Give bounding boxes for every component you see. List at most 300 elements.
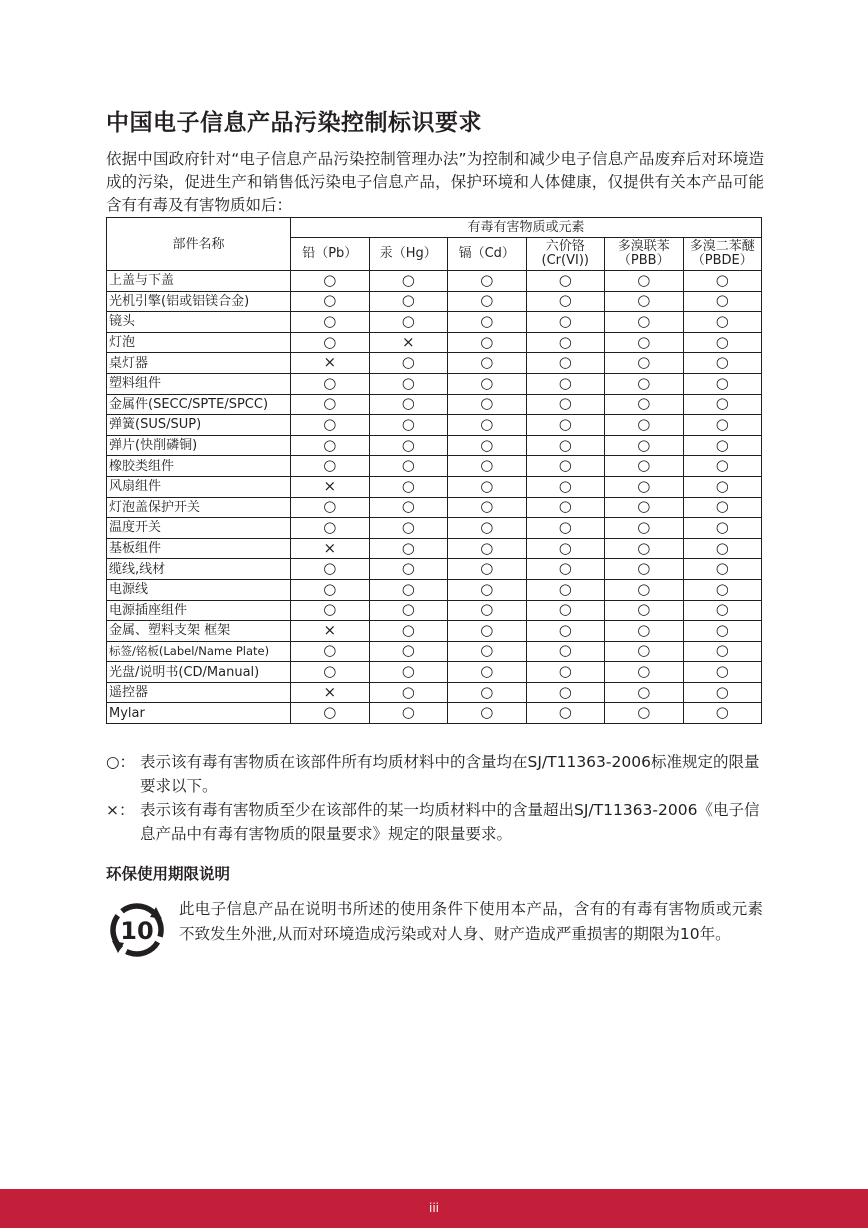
within-limit-mark: ○ [637, 600, 651, 619]
within-limit-mark: ○ [401, 682, 415, 701]
within-limit-mark: ○ [401, 600, 415, 619]
within-limit-mark: ○ [715, 497, 729, 516]
within-limit-mark: ○ [637, 497, 651, 516]
substance-header: 六价铬 (Cr(VI)) [526, 238, 605, 271]
within-limit-mark: ○ [637, 435, 651, 454]
part-name-cell: 遥控器 [107, 682, 291, 703]
substance-mark-cell [369, 497, 448, 518]
substance-mark-cell [605, 641, 684, 662]
within-limit-mark: ○ [480, 579, 494, 598]
within-limit-mark: ○ [715, 538, 729, 557]
table-row [107, 538, 762, 559]
substance-mark-cell [605, 291, 684, 312]
within-limit-mark: ○ [558, 456, 572, 475]
within-limit-mark: ○ [480, 662, 494, 681]
within-limit-mark: ○ [558, 703, 572, 722]
part-name-cell: 电源线 [107, 579, 291, 600]
within-limit-mark: ○ [715, 641, 729, 660]
within-limit-mark: ○ [558, 579, 572, 598]
table-row [107, 456, 762, 477]
intro-paragraph: 依据中国政府针对“电子信息产品污染控制管理办法”为控制和减少电子信息产品废弃后对环境造成的污染，促进生产和销售低污染电子信息产品，保护环境和人体健康，仅提供有关本产品可能含有有毒及有害物质如后： [106, 150, 764, 214]
substance-mark-cell [369, 703, 448, 724]
substance-mark-cell [448, 538, 527, 559]
within-limit-mark: ○ [480, 641, 494, 660]
substance-mark-cell [683, 641, 762, 662]
within-limit-mark: ○ [401, 476, 415, 495]
part-name-cell: 上盖与下盖 [107, 271, 291, 292]
substance-mark-cell [291, 435, 370, 456]
within-limit-mark: ○ [558, 620, 572, 639]
substance-mark-cell [448, 271, 527, 292]
within-limit-mark: ○ [637, 538, 651, 557]
within-limit-mark: ○ [401, 538, 415, 557]
substance-mark-cell [369, 600, 448, 621]
table-row [107, 291, 762, 312]
substance-mark-cell [526, 332, 605, 353]
substance-mark-cell [448, 394, 527, 415]
substance-mark-cell [605, 662, 684, 683]
substance-header: 镉（Cd） [448, 238, 527, 271]
within-limit-mark: ○ [637, 373, 651, 392]
substance-mark-cell [526, 579, 605, 600]
within-limit-mark: ○ [480, 435, 494, 454]
within-limit-mark: ○ [480, 497, 494, 516]
substance-mark-cell [448, 291, 527, 312]
substance-mark-cell [369, 662, 448, 683]
hazardous-substances-table [106, 217, 762, 724]
substance-mark-cell [683, 271, 762, 292]
substance-mark-cell [448, 621, 527, 642]
part-name-cell: 灯泡盖保护开关 [107, 497, 291, 518]
table-row [107, 600, 762, 621]
substance-mark-cell [526, 271, 605, 292]
substance-mark-cell [448, 456, 527, 477]
substance-header: 汞（Hg） [369, 238, 448, 271]
substance-mark-cell [683, 291, 762, 312]
exceeds-limit-mark: × [323, 620, 337, 639]
substance-mark-cell [369, 476, 448, 497]
within-limit-mark: ○ [715, 682, 729, 701]
substance-mark-cell [448, 353, 527, 374]
table-row [107, 559, 762, 580]
substance-mark-cell [526, 538, 605, 559]
within-limit-mark: ○ [323, 600, 337, 619]
part-name-cell: 光盘/说明书(CD/Manual) [107, 662, 291, 683]
epup-10-year-icon [104, 897, 170, 963]
within-limit-mark: ○ [480, 332, 494, 351]
within-limit-mark: ○ [637, 414, 651, 433]
substance-mark-cell [291, 271, 370, 292]
within-limit-mark: ○ [323, 456, 337, 475]
table-row [107, 682, 762, 703]
within-limit-mark: ○ [715, 414, 729, 433]
within-limit-mark: ○ [637, 579, 651, 598]
within-limit-mark: ○ [401, 579, 415, 598]
within-limit-mark: ○ [558, 538, 572, 557]
within-limit-mark: ○ [480, 517, 494, 536]
table-row [107, 621, 762, 642]
part-name-cell: 金属件(SECC/SPTE/SPCC) [107, 394, 291, 415]
substance-mark-cell [526, 476, 605, 497]
substance-mark-cell [291, 703, 370, 724]
table-row [107, 415, 762, 436]
substance-mark-cell [291, 415, 370, 436]
substance-mark-cell [448, 312, 527, 333]
within-limit-mark: ○ [401, 435, 415, 454]
part-name-cell: 光机引擎(铝或铝镁合金) [107, 291, 291, 312]
part-name-cell: 橡胶类组件 [107, 456, 291, 477]
substance-group-header: 有毒有害物质或元素 [291, 218, 762, 238]
substance-mark-cell [291, 600, 370, 621]
substance-mark-cell [526, 394, 605, 415]
within-limit-mark: ○ [323, 703, 337, 722]
within-limit-mark: ○ [637, 641, 651, 660]
note-text: 表示该有毒有害物质至少在该部件的某一均质材料中的含量超出SJ/T11363-2006《电子信息产品中有毒有害物质的限量要求》规定的限量要求。 [140, 801, 760, 843]
substance-mark-cell [605, 682, 684, 703]
within-limit-mark: ○ [401, 559, 415, 578]
substance-mark-cell [448, 435, 527, 456]
note-text: 表示该有毒有害物质在该部件所有均质材料中的含量均在SJ/T11363-2006标准规定的限量要求以下。 [140, 753, 760, 795]
substance-mark-cell [683, 332, 762, 353]
within-limit-mark: ○ [401, 414, 415, 433]
epup-heading: 环保使用期限说明 [106, 865, 231, 883]
within-limit-mark: ○ [637, 291, 651, 310]
within-limit-mark: ○ [715, 559, 729, 578]
part-name-cell: 标签/铭板(Label/Name Plate) [107, 641, 291, 662]
within-limit-mark: ○ [323, 517, 337, 536]
within-limit-mark: ○ [715, 476, 729, 495]
within-limit-mark: ○ [480, 476, 494, 495]
note-circle [106, 750, 766, 798]
exceeds-limit-mark: × [323, 538, 337, 557]
within-limit-mark: ○ [323, 311, 337, 330]
substance-mark-cell [526, 373, 605, 394]
within-limit-mark: ○ [715, 456, 729, 475]
substance-header: 铅（Pb） [291, 238, 370, 271]
substance-mark-cell [369, 682, 448, 703]
within-limit-mark: ○ [558, 394, 572, 413]
table-row [107, 476, 762, 497]
within-limit-mark: ○ [715, 517, 729, 536]
within-limit-mark: ○ [558, 662, 572, 681]
table-row [107, 641, 762, 662]
substance-mark-cell [605, 353, 684, 374]
within-limit-mark: ○ [637, 394, 651, 413]
substance-mark-cell [605, 332, 684, 353]
within-limit-mark: ○ [323, 662, 337, 681]
table-row [107, 579, 762, 600]
part-name-cell: 缆线,线材 [107, 559, 291, 580]
within-limit-mark: ○ [480, 703, 494, 722]
substance-mark-cell [683, 538, 762, 559]
within-limit-mark: ○ [637, 311, 651, 330]
page-title: 中国电子信息产品污染控制标识要求 [106, 110, 482, 136]
within-limit-mark: ○ [558, 600, 572, 619]
part-name-header: 部件名称 [107, 218, 291, 271]
within-limit-mark: ○ [480, 538, 494, 557]
page-number: iii [428, 1201, 439, 1215]
part-name-cell: 风扇组件 [107, 476, 291, 497]
substance-mark-cell [683, 435, 762, 456]
within-limit-mark: ○ [401, 620, 415, 639]
table-row [107, 353, 762, 374]
within-limit-mark: ○ [323, 497, 337, 516]
within-limit-mark: ○ [323, 332, 337, 351]
within-limit-mark: ○ [637, 662, 651, 681]
substance-mark-cell [526, 497, 605, 518]
within-limit-mark: ○ [637, 476, 651, 495]
within-limit-mark: ○ [323, 373, 337, 392]
within-limit-mark: ○ [323, 270, 337, 289]
part-name-cell: 桌灯器 [107, 353, 291, 374]
substance-mark-cell [683, 559, 762, 580]
table-row [107, 312, 762, 333]
within-limit-mark: ○ [401, 291, 415, 310]
substance-mark-cell [369, 621, 448, 642]
substance-mark-cell [448, 682, 527, 703]
substance-mark-cell [683, 353, 762, 374]
part-name-cell: Mylar [107, 703, 291, 724]
substance-mark-cell [291, 394, 370, 415]
substance-mark-cell [448, 518, 527, 539]
footer-bar [0, 1189, 868, 1228]
table-row [107, 394, 762, 415]
within-limit-mark: ○ [715, 703, 729, 722]
within-limit-mark: ○ [637, 682, 651, 701]
within-limit-mark: ○ [480, 270, 494, 289]
substance-mark-cell [448, 332, 527, 353]
part-name-cell: 灯泡 [107, 332, 291, 353]
table-row [107, 703, 762, 724]
substance-mark-cell [448, 600, 527, 621]
substance-mark-cell [369, 312, 448, 333]
substance-mark-cell [526, 435, 605, 456]
substance-mark-cell [448, 662, 527, 683]
substance-mark-cell [291, 476, 370, 497]
substance-mark-cell [291, 332, 370, 353]
substance-mark-cell [683, 621, 762, 642]
legend-notes [106, 750, 766, 846]
substance-mark-cell [605, 579, 684, 600]
table-row [107, 518, 762, 539]
substance-mark-cell [605, 518, 684, 539]
substance-header: 多溴二苯醚 （PBDE） [683, 238, 762, 271]
within-limit-mark: ○ [323, 414, 337, 433]
within-limit-mark: ○ [401, 311, 415, 330]
within-limit-mark: ○ [401, 497, 415, 516]
within-limit-mark: ○ [558, 641, 572, 660]
within-limit-mark: ○ [558, 353, 572, 372]
substance-mark-cell [605, 703, 684, 724]
table-row [107, 435, 762, 456]
substance-mark-cell [369, 435, 448, 456]
part-name-cell: 镜头 [107, 312, 291, 333]
within-limit-mark: ○ [480, 373, 494, 392]
substance-mark-cell [605, 621, 684, 642]
substance-mark-cell [526, 291, 605, 312]
substance-mark-cell [369, 579, 448, 600]
epup-badge-number: 10 [120, 917, 154, 945]
within-limit-mark: ○ [715, 394, 729, 413]
substance-mark-cell [526, 415, 605, 436]
within-limit-mark: ○ [323, 291, 337, 310]
substance-mark-cell [291, 373, 370, 394]
note-cross [106, 798, 766, 846]
part-name-cell: 基板组件 [107, 538, 291, 559]
substance-mark-cell [369, 641, 448, 662]
substance-mark-cell [605, 559, 684, 580]
within-limit-mark: ○ [715, 332, 729, 351]
substance-mark-cell [683, 415, 762, 436]
within-limit-mark: ○ [558, 497, 572, 516]
substance-mark-cell [448, 703, 527, 724]
substance-header: 多溴联苯 （PBB） [605, 238, 684, 271]
within-limit-mark: ○ [558, 517, 572, 536]
within-limit-mark: ○ [558, 476, 572, 495]
substance-mark-cell [369, 394, 448, 415]
substance-mark-cell [683, 456, 762, 477]
part-name-cell: 弹片(快削磷铜) [107, 435, 291, 456]
substance-mark-cell [526, 621, 605, 642]
substance-mark-cell [605, 435, 684, 456]
within-limit-mark: ○ [401, 456, 415, 475]
within-limit-mark: ○ [558, 332, 572, 351]
substance-mark-cell [291, 353, 370, 374]
within-limit-mark: ○ [715, 373, 729, 392]
substance-mark-cell [526, 682, 605, 703]
exceeds-limit-mark: × [401, 332, 415, 351]
substance-mark-cell [291, 682, 370, 703]
within-limit-mark: ○ [637, 456, 651, 475]
substance-mark-cell [526, 641, 605, 662]
substance-mark-cell [369, 373, 448, 394]
within-limit-mark: ○ [401, 703, 415, 722]
substance-mark-cell [683, 682, 762, 703]
substance-mark-cell [369, 559, 448, 580]
within-limit-mark: ○ [558, 435, 572, 454]
substance-mark-cell [448, 579, 527, 600]
substance-mark-cell [291, 518, 370, 539]
part-name-cell: 电源插座组件 [107, 600, 291, 621]
substance-mark-cell [291, 579, 370, 600]
substance-mark-cell [526, 559, 605, 580]
substance-mark-cell [369, 456, 448, 477]
table-row [107, 373, 762, 394]
substance-mark-cell [448, 497, 527, 518]
substance-mark-cell [369, 291, 448, 312]
substance-mark-cell [448, 476, 527, 497]
substance-mark-cell [605, 456, 684, 477]
note-symbol: ○： [106, 753, 136, 771]
substance-mark-cell [683, 373, 762, 394]
within-limit-mark: ○ [637, 620, 651, 639]
substance-mark-cell [605, 497, 684, 518]
substance-mark-cell [526, 312, 605, 333]
within-limit-mark: ○ [715, 353, 729, 372]
substance-mark-cell [526, 600, 605, 621]
within-limit-mark: ○ [715, 579, 729, 598]
substance-mark-cell [683, 518, 762, 539]
within-limit-mark: ○ [637, 703, 651, 722]
within-limit-mark: ○ [480, 311, 494, 330]
substance-mark-cell [605, 600, 684, 621]
substance-mark-cell [683, 662, 762, 683]
within-limit-mark: ○ [558, 270, 572, 289]
substance-mark-cell [291, 538, 370, 559]
substance-mark-cell [291, 497, 370, 518]
substance-mark-cell [291, 456, 370, 477]
within-limit-mark: ○ [637, 353, 651, 372]
within-limit-mark: ○ [401, 662, 415, 681]
within-limit-mark: ○ [480, 353, 494, 372]
within-limit-mark: ○ [558, 559, 572, 578]
note-symbol: ×： [106, 801, 135, 819]
table-row [107, 332, 762, 353]
within-limit-mark: ○ [558, 373, 572, 392]
within-limit-mark: ○ [558, 291, 572, 310]
substance-mark-cell [291, 641, 370, 662]
within-limit-mark: ○ [558, 414, 572, 433]
within-limit-mark: ○ [715, 311, 729, 330]
part-name-cell: 温度开关 [107, 518, 291, 539]
substance-mark-cell [683, 394, 762, 415]
substance-mark-cell [448, 559, 527, 580]
within-limit-mark: ○ [715, 270, 729, 289]
substance-mark-cell [291, 621, 370, 642]
within-limit-mark: ○ [401, 517, 415, 536]
within-limit-mark: ○ [637, 332, 651, 351]
substance-mark-cell [526, 662, 605, 683]
part-name-cell: 弹簧(SUS/SUP) [107, 415, 291, 436]
substance-mark-cell [526, 518, 605, 539]
within-limit-mark: ○ [480, 414, 494, 433]
substance-mark-cell [291, 291, 370, 312]
within-limit-mark: ○ [401, 394, 415, 413]
within-limit-mark: ○ [558, 682, 572, 701]
substance-mark-cell [448, 641, 527, 662]
within-limit-mark: ○ [480, 291, 494, 310]
substance-mark-cell [291, 559, 370, 580]
table-row [107, 662, 762, 683]
within-limit-mark: ○ [323, 641, 337, 660]
substance-mark-cell [605, 312, 684, 333]
substance-mark-cell [605, 271, 684, 292]
within-limit-mark: ○ [323, 394, 337, 413]
within-limit-mark: ○ [637, 270, 651, 289]
substance-mark-cell [683, 312, 762, 333]
within-limit-mark: ○ [401, 270, 415, 289]
within-limit-mark: ○ [323, 435, 337, 454]
exceeds-limit-mark: × [323, 476, 337, 495]
within-limit-mark: ○ [637, 517, 651, 536]
table-row [107, 497, 762, 518]
part-name-cell: 金属、塑料支架 框架 [107, 621, 291, 642]
within-limit-mark: ○ [715, 620, 729, 639]
substance-mark-cell [369, 332, 448, 353]
within-limit-mark: ○ [715, 600, 729, 619]
substance-mark-cell [605, 415, 684, 436]
substance-mark-cell [291, 312, 370, 333]
within-limit-mark: ○ [401, 373, 415, 392]
substance-mark-cell [369, 271, 448, 292]
within-limit-mark: ○ [480, 600, 494, 619]
substance-mark-cell [683, 476, 762, 497]
substance-mark-cell [526, 703, 605, 724]
exceeds-limit-mark: × [323, 353, 337, 372]
substance-mark-cell [369, 353, 448, 374]
substance-mark-cell [683, 600, 762, 621]
within-limit-mark: ○ [401, 641, 415, 660]
